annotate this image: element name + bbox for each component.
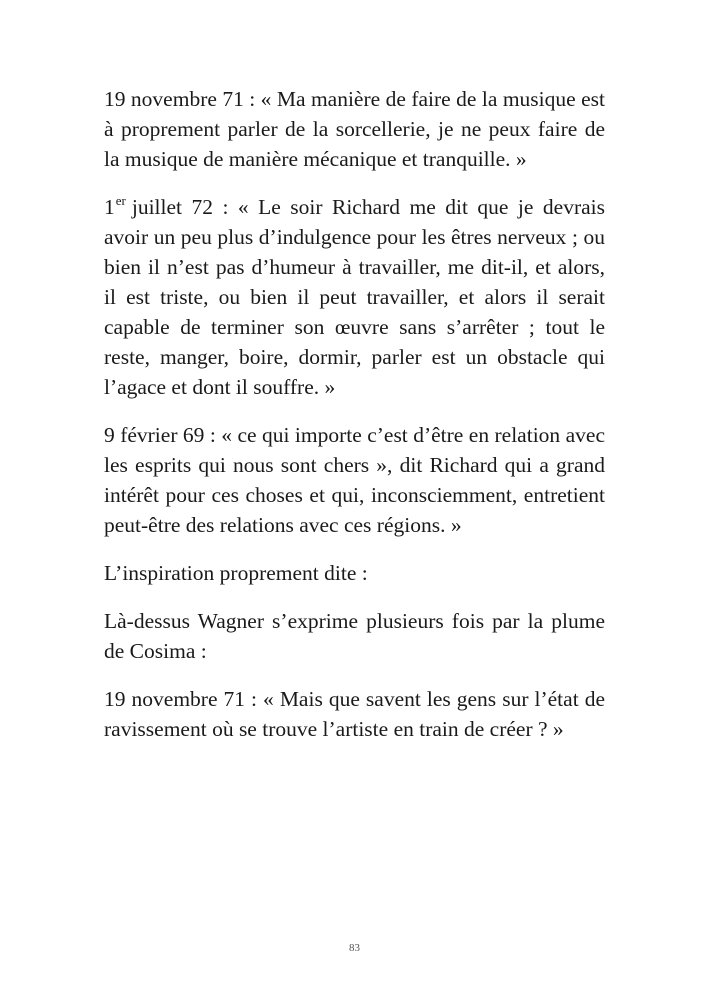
- paragraph-1-text: 19 novembre 71 : « Ma manière de faire de la musique est à proprement parler de la sorcellerie, je ne peux faire de la musique de manière mécanique et tranquille. »: [104, 87, 605, 171]
- paragraph-6: [104, 684, 605, 744]
- page-body: [104, 84, 605, 744]
- page-number: 83: [349, 942, 360, 954]
- paragraph-1: [104, 84, 605, 174]
- paragraph-2-superscript: er: [115, 193, 126, 208]
- paragraph-2-text: juillet 72 : « Le soir Richard me dit que je devrais avoir un peu plus d’indulgence pour les êtres nerveux ; ou bien il n’est pas d’humeur à travailler, me dit-il, et alors, il est triste, ou bien il peut travailler, et alors il serait capable de terminer son œuvre sans s’arrêter ; tout le reste, manger, boire, dormir, parler est un obstacle qui l’agace et dont il souffre. »: [104, 195, 605, 399]
- paragraph-6-text: 19 novembre 71 : « Mais que savent les gens sur l’état de ravissement où se trouve l’artiste en train de créer ? »: [104, 687, 605, 741]
- paragraph-5: [104, 606, 605, 666]
- paragraph-2-lead: 1: [104, 195, 115, 219]
- paragraph-4-text: L’inspiration proprement dite :: [104, 561, 368, 585]
- paragraph-4: [104, 558, 605, 588]
- paragraph-5-text: Là-dessus Wagner s’exprime plusieurs fois par la plume de Cosima :: [104, 609, 605, 663]
- paragraph-3-text: 9 février 69 : « ce qui importe c’est d’être en relation avec les esprits qui nous sont chers », dit Richard qui a grand intérêt pour ces choses et qui, inconsciemment, entretient peut-être des relations avec ces régions. »: [104, 423, 605, 537]
- paragraph-2: [104, 192, 605, 402]
- paragraph-3: [104, 420, 605, 540]
